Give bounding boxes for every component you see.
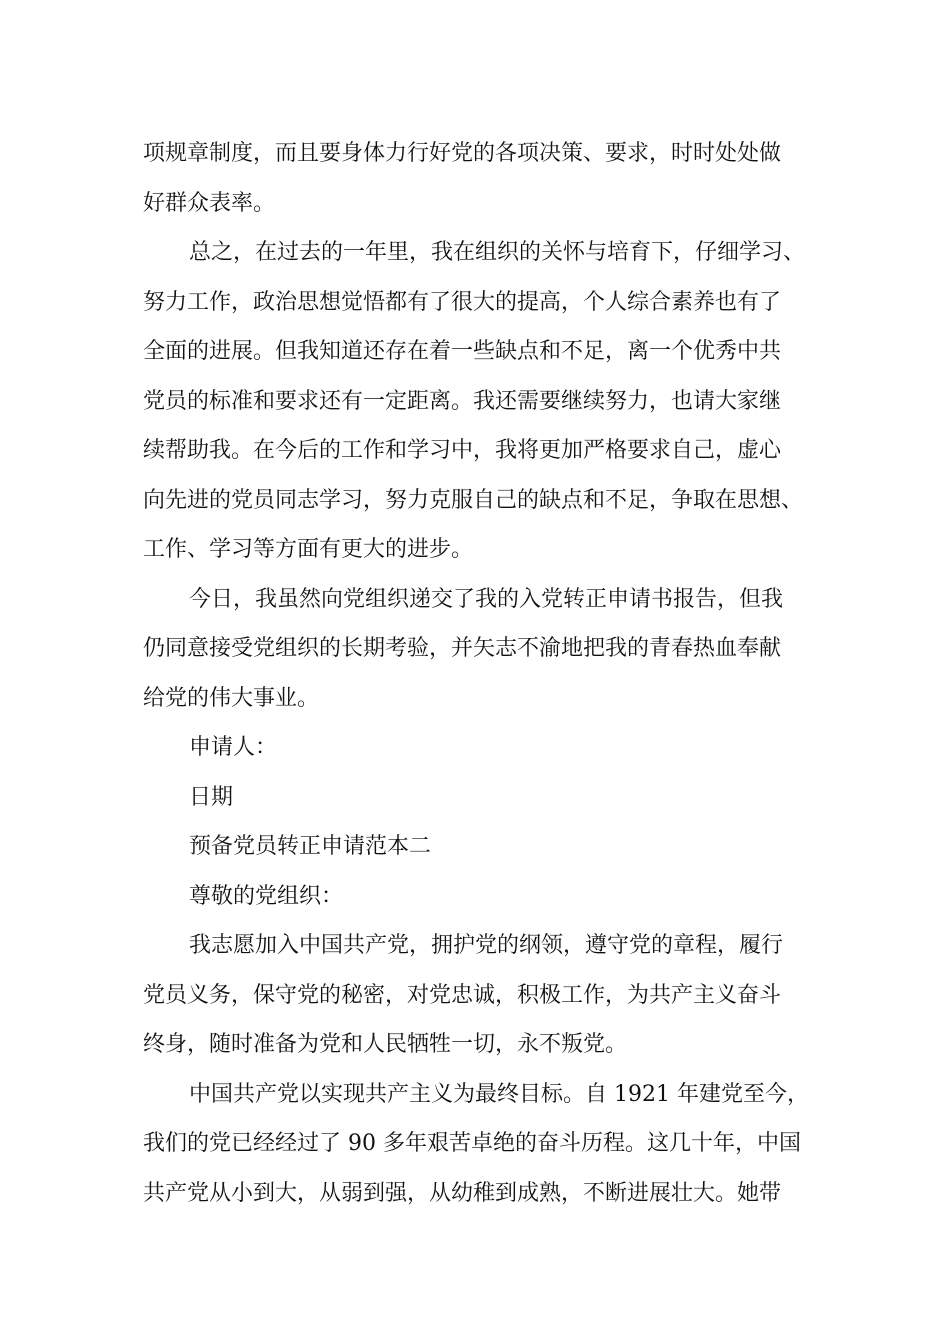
text-line: 我们的党已经经过了 90 多年艰苦卓绝的奋斗历程。这几十年，中国 [143, 1131, 801, 1156]
text-line: 好群众表率。 [143, 190, 276, 216]
signature-label: 申请人： [189, 735, 278, 760]
text-line: 我志愿加入中国共产党，拥护党的纲领，遵守党的章程，履行 [189, 933, 784, 958]
text-line: 努力工作，政治思想觉悟都有了很大的提高，个人综合素养也有了 [143, 289, 782, 315]
text-line: 仍同意接受党组织的长期考验，并矢志不渝地把我的青春热血奉献 [143, 636, 782, 661]
text-line: 向先进的党员同志学习，努力克服自己的缺点和不足，争取在思想、 [143, 487, 804, 513]
text-line: 终身，随时准备为党和人民牺牲一切，永不叛党。 [143, 1032, 628, 1057]
text-line: 项规章制度，而且要身体力行好党的各项决策、要求，时时处处做 [143, 141, 782, 166]
text-line: 今日，我虽然向党组织递交了我的入党转正申请书报告，但我 [189, 586, 784, 612]
text-line: 工作、学习等方面有更大的进步。 [143, 537, 474, 562]
salutation: 尊敬的党组织： [189, 883, 344, 909]
text-line: 续帮助我。在今后的工作和学习中，我将更加严格要求自己，虚心 [143, 438, 782, 463]
section-heading: 预备党员转正申请范本二 [189, 834, 432, 859]
text-line: 中国共产党以实现共产主义为最终目标。自 1921 年建党至今， [189, 1081, 809, 1107]
text-line: 全面的进展。但我知道还存在着一些缺点和不足，离一个优秀中共 [143, 339, 782, 364]
document-body [143, 129, 823, 1218]
text-line: 党员的标准和要求还有一定距离。我还需要继续努力，也请大家继 [143, 388, 782, 414]
date-label: 日期 [189, 784, 234, 810]
text-line: 共产党从小到大，从弱到强，从幼稚到成熟，不断进展壮大。她带 [143, 1180, 782, 1206]
text-line: 党员义务，保守党的秘密，对党忠诚，积极工作，为共产主义奋斗 [143, 982, 782, 1008]
text-line: 总之，在过去的一年里，我在组织的关怀与培育下，仔细学习、 [189, 240, 806, 265]
text-line: 给党的伟大事业。 [143, 685, 320, 711]
